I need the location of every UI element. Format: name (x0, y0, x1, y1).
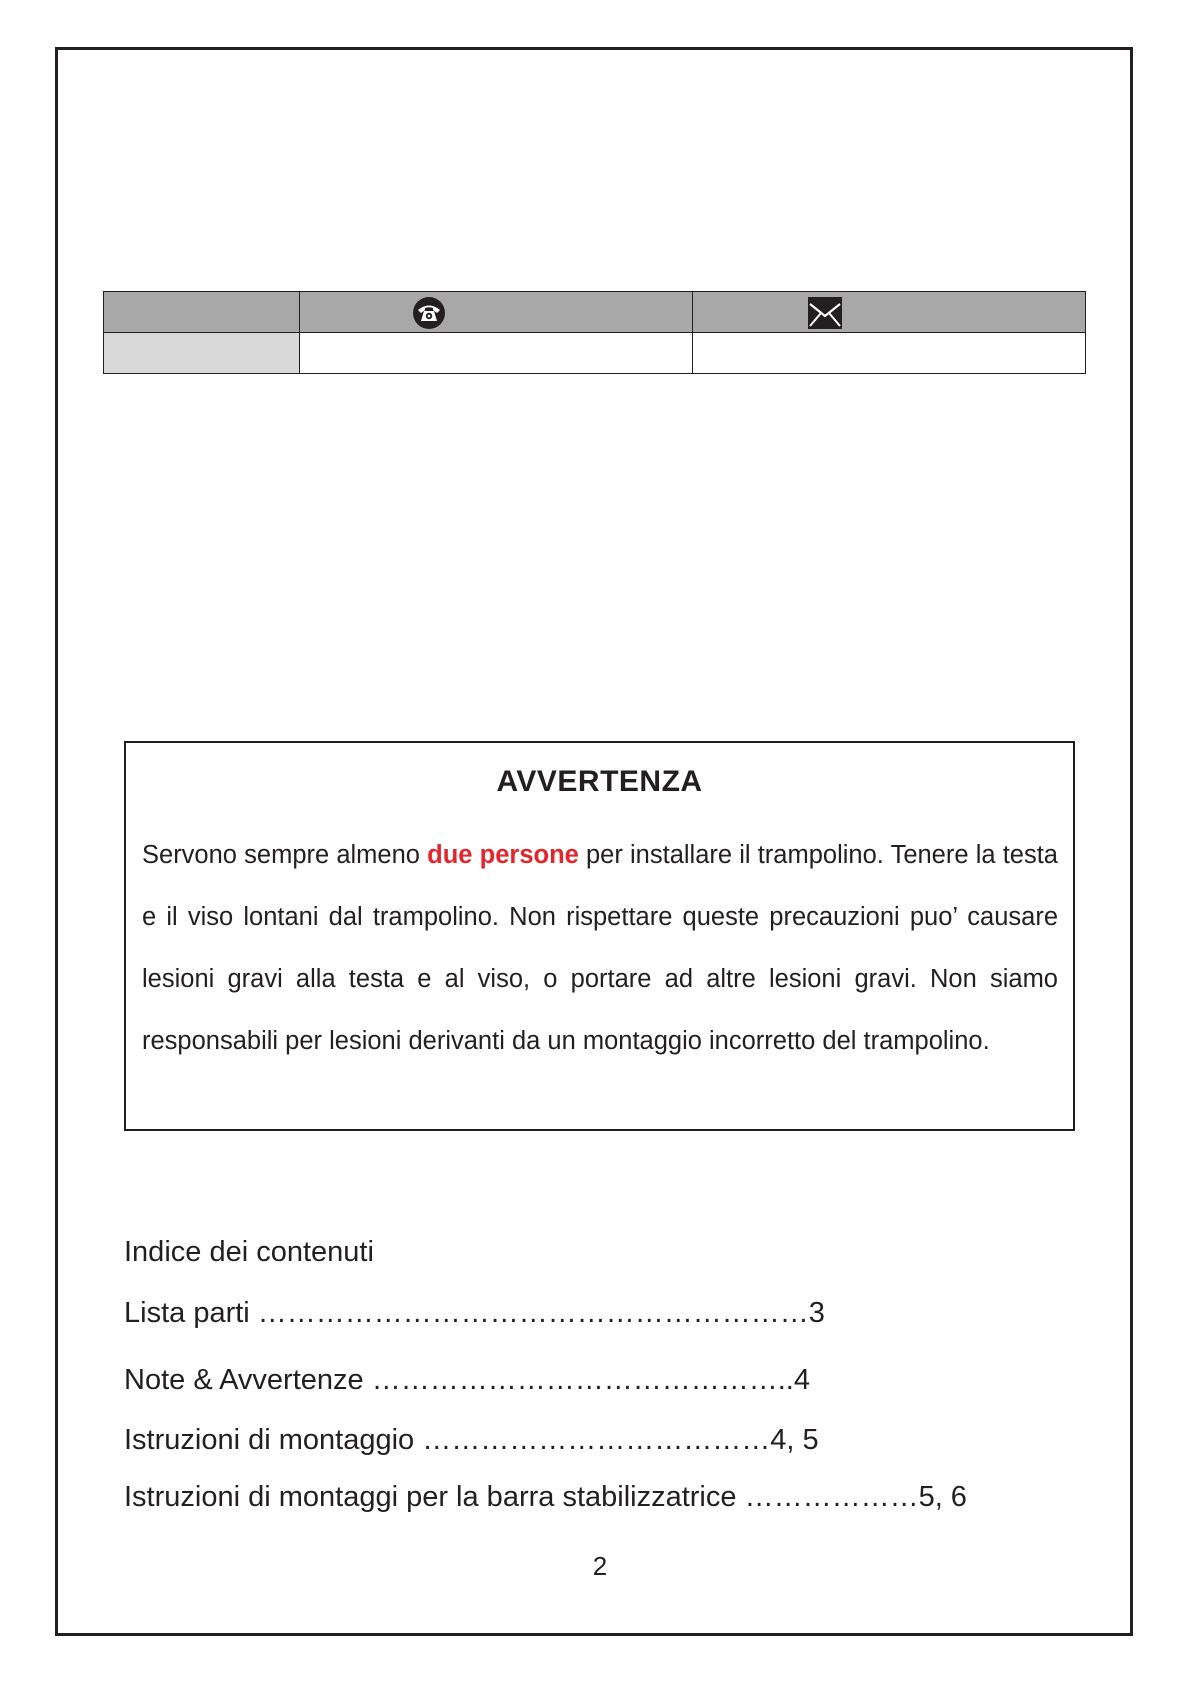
toc-entry-dots: ……………… (744, 1481, 919, 1513)
mail-icon (807, 296, 841, 330)
contact-header-empty-cell (104, 292, 300, 333)
toc-entry (124, 1297, 825, 1330)
contact-table-value-row (104, 333, 1086, 374)
toc-entry-dots: ………………………………………………… (257, 1297, 809, 1329)
warning-text (142, 824, 1058, 1072)
toc-entry-label: Note & Avvertenze (124, 1364, 372, 1396)
toc-entry (124, 1424, 819, 1457)
warning-text-intro: Servono sempre almeno (142, 841, 428, 869)
warning-text-body: per installare il trampolino. Tenere la testa e il viso lontani dal trampolino. Non rispettare queste precauzioni puo’ causare lesioni gravi alla testa e al viso, o portare ad altre lesioni gravi. Non siamo responsabili per lesioni derivanti da un montaggio incorretto del trampolino. (142, 841, 1058, 1055)
warning-highlight: due persone (427, 841, 579, 869)
contact-label-cell (104, 333, 300, 374)
contact-header-phone-cell (300, 292, 693, 333)
contact-table (103, 291, 1086, 374)
toc-entry (124, 1364, 810, 1397)
warning-title: AVVERTENZA (496, 765, 703, 798)
toc-entry-dots: ……………………………… (422, 1424, 771, 1456)
toc-entry-page: 5, 6 (918, 1481, 967, 1513)
toc-entry-label: Istruzioni di montaggi per la barra stabilizzatrice (124, 1481, 745, 1513)
page-number: 2 (592, 1551, 608, 1581)
toc-entry-label: Istruzioni di montaggio (124, 1424, 423, 1456)
contact-header-mail-cell (693, 292, 1086, 333)
toc-entry-dots: …………………………………….. (371, 1364, 794, 1396)
contact-mail-value-cell (693, 333, 1086, 374)
contact-table-header-row (104, 292, 1086, 333)
toc-entry-label: Lista parti (124, 1297, 258, 1329)
toc-entry-page: 4 (793, 1364, 810, 1396)
toc-entry-page: 3 (808, 1297, 825, 1329)
warning-box (124, 741, 1075, 1131)
contact-phone-value-cell (300, 333, 693, 374)
toc-entry (124, 1481, 967, 1514)
phone-icon (412, 296, 446, 330)
toc-title: Indice dei contenuti (124, 1236, 374, 1268)
toc-entry-page: 4, 5 (770, 1424, 819, 1456)
